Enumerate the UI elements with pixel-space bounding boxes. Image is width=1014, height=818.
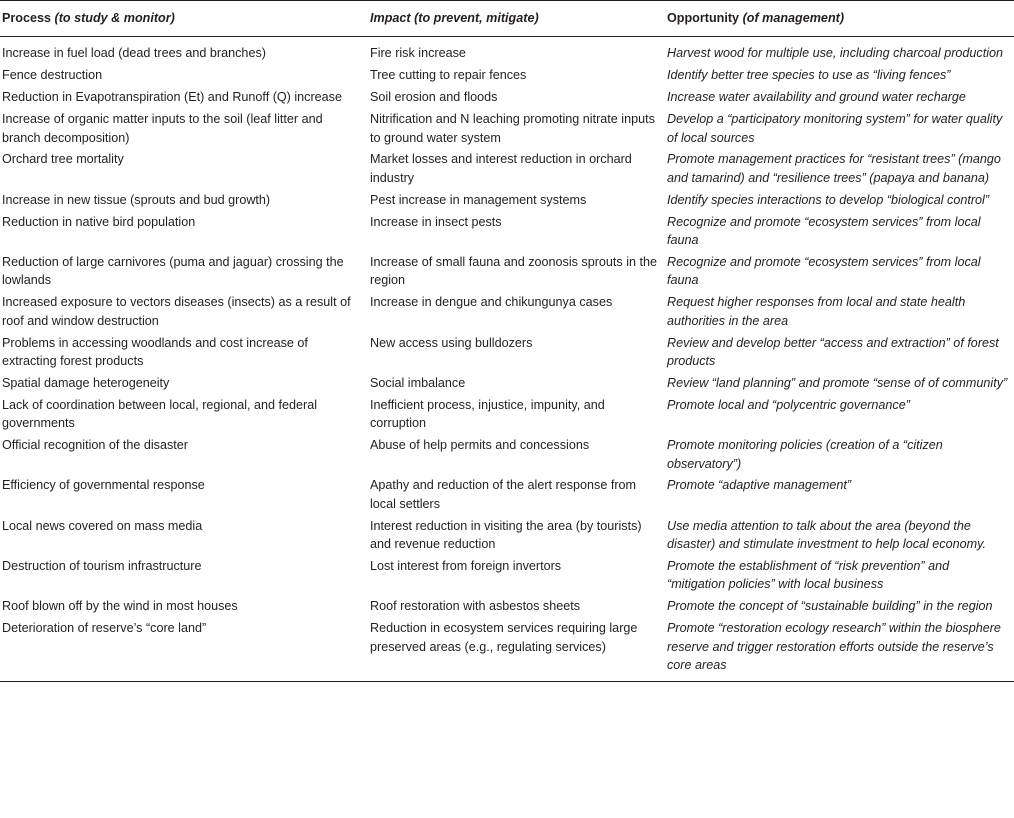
table-row [0,252,1014,292]
impact-cell: Social imbalance [370,375,466,390]
impact-cell: Interest reduction in visiting the area (by tourists) and revenue reduction [370,518,642,552]
table-row [0,37,1014,65]
opportunity-cell: Develop a “participatory monitoring system” for water quality of local sources [667,112,1003,145]
opportunity-cell: Request higher responses from local and state health authorities in the area [667,295,966,328]
header-row [0,1,1014,37]
process-cell: Increase of organic matter inputs to the soil (leaf litter and branch decomposition) [2,112,323,145]
header-process [0,1,368,37]
table-row [0,292,1014,332]
opportunity-cell: Promote the establishment of “risk prevention” and “mitigation policies” with local business [667,559,950,592]
opportunity-cell: Recognize and promote “ecosystem services” from local fauna [667,214,981,248]
opportunity-cell: Increase water availability and ground water recharge [667,90,966,105]
process-cell: Spatial damage heterogeneity [2,375,170,390]
process-cell: Deterioration of reserve’s “core land” [0,618,368,681]
process-cell: Local news covered on mass media [2,518,203,533]
table-row [0,435,1014,475]
header-impact [368,1,665,37]
table-row [0,87,1014,109]
table-row [0,149,1014,189]
impact-cell: Increase of small fauna and zoonosis sprouts in the region [370,254,658,288]
header-opportunity-note: (of management) [742,11,845,25]
header-process-main: Process [2,11,52,25]
opportunity-cell: Harvest wood for multiple use, including charcoal production [667,46,1004,61]
impact-cell: Increase in insect pests [370,214,502,229]
impact-cell: Reduction in ecosystem services requiring large preserved areas (e.g., regulating services) [368,618,665,681]
opportunity-cell: Promote “restoration ecology research” within the biosphere reserve and trigger restoration efforts outside the reserve’s core areas [665,618,1014,681]
process-cell: Lack of coordination between local, regional, and federal governments [2,397,318,431]
process-cell: Orchard tree mortality [2,152,124,167]
opportunity-cell: Identify better tree species to use as “living fences” [667,68,951,83]
process-cell: Increase in new tissue (sprouts and bud growth) [2,192,271,207]
process-cell: Official recognition of the disaster [2,438,188,453]
process-cell: Fence destruction [2,68,103,83]
table-row [0,596,1014,618]
impact-cell: Apathy and reduction of the alert response from local settlers [370,478,637,511]
opportunity-cell: Use media attention to talk about the area (beyond the disaster) and stimulate investment to help local economy. [667,518,986,552]
opportunity-cell: Review and develop better “access and extraction” of forest products [667,335,999,368]
process-cell: Reduction in Evapotranspiration (Et) and Runoff (Q) increase [2,90,342,105]
impact-cell: Market losses and interest reduction in orchard industry [370,152,632,185]
table-row [0,373,1014,395]
impact-cell: Roof restoration with asbestos sheets [370,599,581,614]
table-row [0,65,1014,87]
header-opportunity [665,1,1014,37]
header-process-note: (to study & monitor) [54,11,175,25]
opportunity-cell: Review “land planning” and promote “sense of of community” [667,375,1008,390]
impact-cell: Increase in dengue and chikungunya cases [370,295,613,310]
process-cell: Problems in accessing woodlands and cost increase of extracting forest products [2,335,308,368]
header-impact-note: (to prevent, mitigate) [414,11,539,25]
header-opportunity-main: Opportunity [667,11,740,25]
impact-cell: Fire risk increase [370,46,466,61]
impact-cell: Abuse of help permits and concessions [370,438,590,453]
table-row [0,109,1014,149]
process-cell: Increased exposure to vectors diseases (insects) as a result of roof and window destruction [2,295,351,328]
opportunity-cell: Identify species interactions to develop “biological control” [667,192,990,207]
process-cell: Efficiency of governmental response [2,478,205,493]
process-cell: Reduction of large carnivores (puma and jaguar) crossing the lowlands [2,254,344,288]
table-row [0,618,1014,681]
table-row [0,333,1014,373]
impact-cell: Soil erosion and floods [370,90,498,105]
process-cell: Increase in fuel load (dead trees and branches) [2,46,266,61]
process-cell: Reduction in native bird population [2,214,196,229]
table-row [0,475,1014,515]
opportunity-cell: Promote management practices for “resistant trees” (mango and tamarind) and “resilience trees” (papaya and banana) [667,152,1001,185]
impact-cell: New access using bulldozers [370,335,533,350]
table-row [0,190,1014,212]
opportunity-cell: Recognize and promote “ecosystem services” from local fauna [667,254,981,288]
process-cell: Roof blown off by the wind in most houses [2,599,238,614]
process-cell: Destruction of tourism infrastructure [2,559,202,574]
table-row [0,556,1014,596]
impact-cell: Pest increase in management systems [370,192,587,207]
header-impact-main: Impact [370,11,411,25]
opportunity-cell: Promote local and “polycentric governance” [667,397,910,412]
table-row [0,516,1014,556]
impact-cell: Lost interest from foreign invertors [370,559,562,574]
impact-cell: Inefficient process, injustice, impunity, and corruption [370,397,605,431]
impact-cell: Nitrification and N leaching promoting nitrate inputs to ground water system [370,112,655,145]
table-row [0,395,1014,435]
impact-cell: Tree cutting to repair fences [370,68,527,83]
opportunity-cell: Promote the concept of “sustainable building” in the region [667,599,993,614]
opportunity-cell: Promote “adaptive management” [667,478,852,493]
table-row [0,212,1014,252]
opportunity-cell: Promote monitoring policies (creation of a “citizen observatory”) [667,438,943,471]
